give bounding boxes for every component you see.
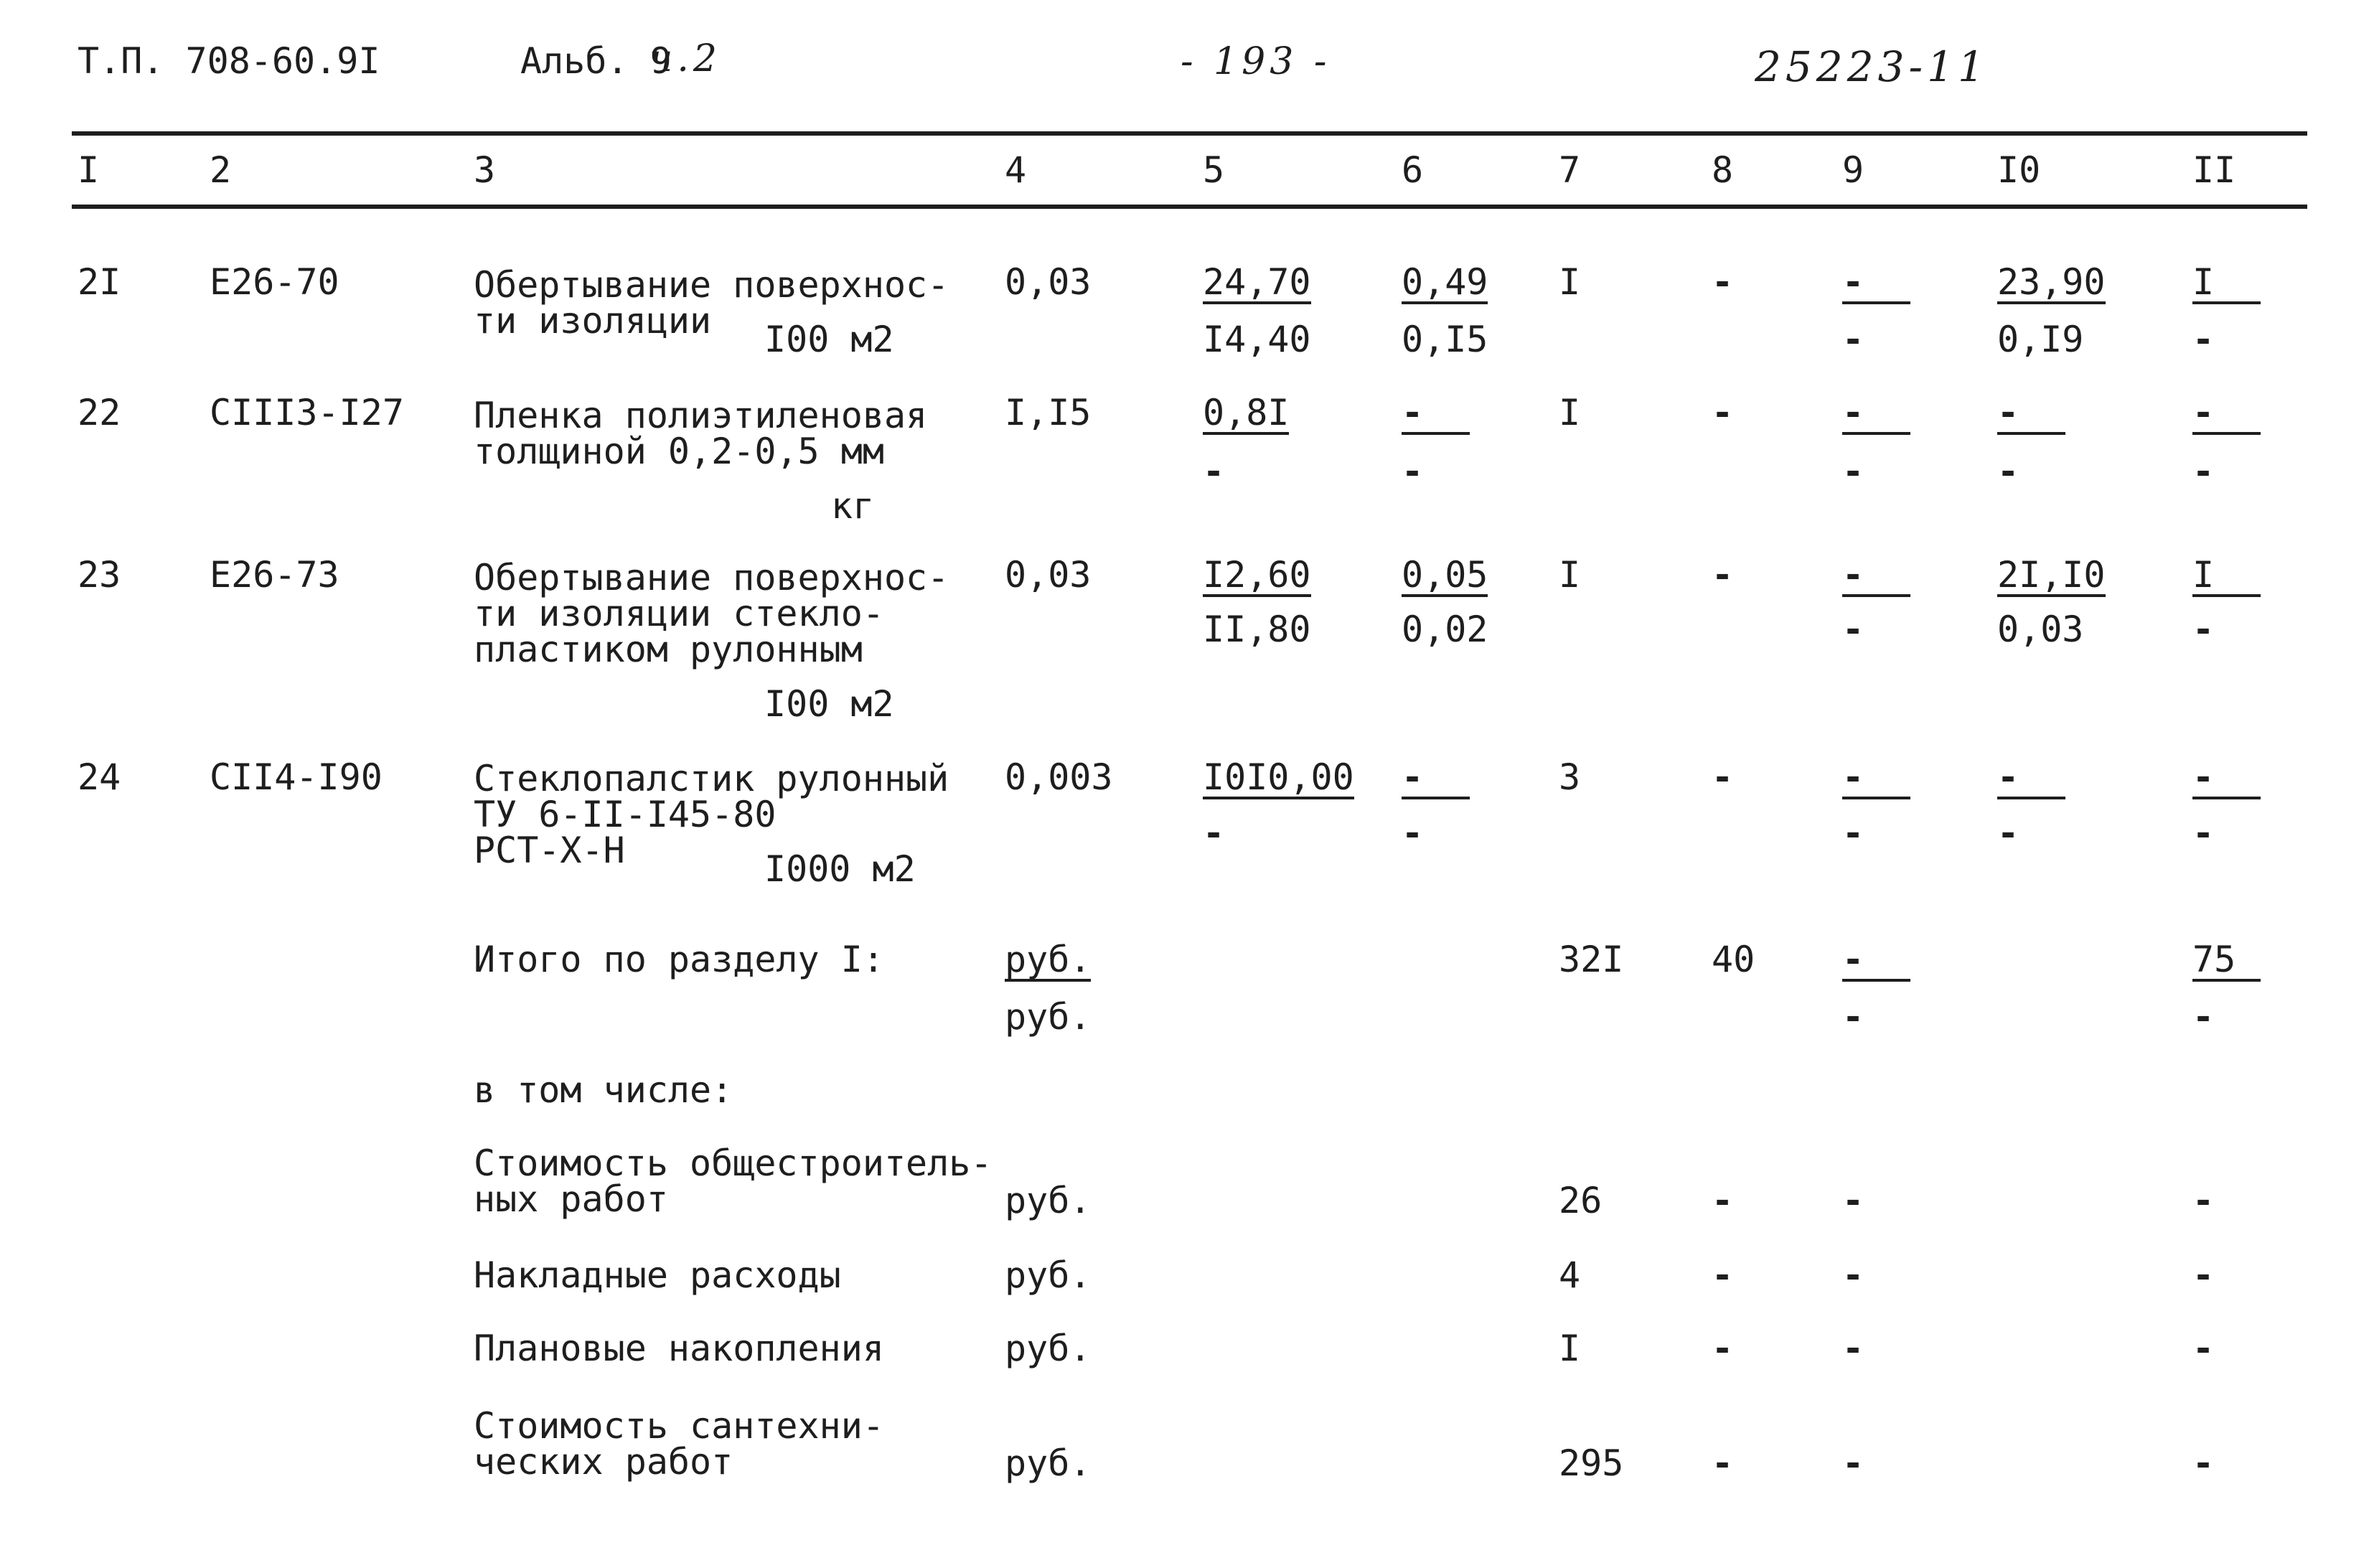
work-description: Обертывание поверхнос- xyxy=(474,557,949,598)
quantity: 0,003 xyxy=(1005,756,1113,798)
cost-value: I4,40 xyxy=(1203,319,1311,360)
total-value: 75 xyxy=(2192,942,2261,982)
item-unit: руб. xyxy=(1005,1328,1092,1369)
header-top-rule xyxy=(72,131,2307,136)
work-description: ТУ 6-II-I45-80 xyxy=(474,794,777,835)
cost-value: - xyxy=(2192,759,2261,799)
cost-value: - xyxy=(1997,451,2019,492)
column-header: I xyxy=(78,149,100,191)
total-value: 40 xyxy=(1712,939,1755,980)
total-value: - xyxy=(2192,996,2215,1038)
item-value: - xyxy=(2192,1254,2215,1296)
cost-value: - xyxy=(1402,451,1424,492)
item-value: - xyxy=(1712,1254,1734,1296)
including-label: в том числе: xyxy=(474,1069,733,1111)
item-value: - xyxy=(1712,1328,1734,1369)
header-bottom-rule xyxy=(72,205,2307,209)
cost-value: - xyxy=(1842,812,1864,854)
rate-code: Е26-73 xyxy=(210,554,339,596)
column-header: 7 xyxy=(1559,149,1581,191)
cost-value: 3 xyxy=(1559,756,1581,798)
column-header: 3 xyxy=(474,149,496,191)
unit-of-measure: I000 м2 xyxy=(764,848,916,890)
total-label: Итого по разделу I: xyxy=(474,939,884,980)
cost-value: I xyxy=(2192,264,2261,304)
cost-value: I0I0,00 xyxy=(1203,756,1354,798)
item-value: 26 xyxy=(1559,1180,1603,1221)
cost-value: - xyxy=(2192,812,2215,854)
column-header: 6 xyxy=(1402,149,1424,191)
column-header: 8 xyxy=(1712,149,1734,191)
cost-value: 24,70 xyxy=(1203,261,1311,303)
cost-value: - xyxy=(1402,395,1470,435)
unit-of-measure: I00 м2 xyxy=(764,319,894,360)
cost-value: I2,60 xyxy=(1203,554,1311,596)
item-unit: руб. xyxy=(1005,1442,1092,1484)
cost-value: - xyxy=(1712,756,1734,798)
work-description: РСТ-Х-Н xyxy=(474,830,625,871)
cost-value: - xyxy=(1712,261,1734,303)
quantity: I,I5 xyxy=(1005,392,1092,433)
work-description: пластиком рулонным xyxy=(474,629,863,670)
cost-value: - xyxy=(1712,554,1734,596)
column-header: 9 xyxy=(1842,149,1864,191)
cost-value: 0,49 xyxy=(1402,261,1488,303)
cost-value: 23,90 xyxy=(1997,261,2106,303)
cost-value: I xyxy=(1559,261,1581,303)
item-value: - xyxy=(2192,1442,2215,1484)
item-label: Стоимость сантехни- xyxy=(474,1405,884,1447)
album-label: Альб. 9 xyxy=(520,40,672,82)
item-label: Накладные расходы xyxy=(474,1254,841,1296)
item-value: - xyxy=(1842,1180,1864,1221)
column-header: 2 xyxy=(210,149,232,191)
item-value: - xyxy=(1842,1254,1864,1296)
item-value: 295 xyxy=(1559,1442,1624,1484)
cost-value: 2I,I0 xyxy=(1997,554,2106,596)
cost-value: 0,I5 xyxy=(1402,319,1488,360)
item-label: Стоимость общестроитель- xyxy=(474,1142,993,1184)
project-number: Т.П. 708-60.9I xyxy=(78,40,380,82)
cost-value: - xyxy=(1842,557,1910,597)
unit-of-measure: кг xyxy=(831,485,875,527)
row-number: 22 xyxy=(78,392,121,433)
cost-value: - xyxy=(1842,264,1910,304)
cost-value: - xyxy=(1842,395,1910,435)
cost-value: 0,03 xyxy=(1997,609,2084,650)
unit-of-measure: I00 м2 xyxy=(764,683,894,725)
item-value: - xyxy=(1842,1442,1864,1484)
cost-value: - xyxy=(1712,392,1734,433)
cost-value: - xyxy=(1203,812,1225,854)
work-description: толщиной 0,2-0,5 мм xyxy=(474,431,884,472)
item-value: I xyxy=(1559,1328,1581,1369)
cost-value: 0,I9 xyxy=(1997,319,2084,360)
cost-value: - xyxy=(1842,759,1910,799)
cost-value: - xyxy=(1997,812,2019,854)
item-label: ческих работ xyxy=(474,1441,733,1483)
cost-value: - xyxy=(1842,609,1864,650)
total-value: - xyxy=(1842,996,1864,1038)
cost-value: II,80 xyxy=(1203,609,1311,650)
row-number: 23 xyxy=(78,554,121,596)
work-description: ти изоляции стекло- xyxy=(474,593,884,634)
album-part-handwritten: ч.2 xyxy=(649,37,721,80)
work-description: ти изоляции xyxy=(474,300,712,342)
row-number: 24 xyxy=(78,756,121,798)
cost-value: - xyxy=(1842,451,1864,492)
total-unit: руб. xyxy=(1005,996,1092,1038)
sheet-code-handwritten: 25223-11 xyxy=(1755,42,1989,91)
cost-value: - xyxy=(2192,451,2215,492)
work-description: Обертывание поверхнос- xyxy=(474,264,949,306)
column-header: I0 xyxy=(1997,149,2041,191)
total-unit: руб. xyxy=(1005,939,1092,980)
cost-value: - xyxy=(1842,319,1864,360)
column-header: 4 xyxy=(1005,149,1027,191)
item-value: - xyxy=(1712,1442,1734,1484)
cost-value: I xyxy=(2192,557,2261,597)
item-value: - xyxy=(1842,1328,1864,1369)
item-label: ных работ xyxy=(474,1178,668,1220)
cost-value: - xyxy=(1997,395,2065,435)
item-unit: руб. xyxy=(1005,1180,1092,1221)
item-unit: руб. xyxy=(1005,1254,1092,1296)
cost-value: - xyxy=(2192,609,2215,650)
item-value: - xyxy=(1712,1180,1734,1221)
work-description: Стеклопалстик рулонный xyxy=(474,758,949,799)
cost-value: 0,8I xyxy=(1203,392,1290,433)
cost-value: - xyxy=(1402,759,1470,799)
rate-code: СII4-I90 xyxy=(210,756,383,798)
cost-value: - xyxy=(2192,395,2261,435)
row-number: 2I xyxy=(78,261,121,303)
item-value: 4 xyxy=(1559,1254,1581,1296)
rate-code: СIII3-I27 xyxy=(210,392,404,433)
item-value: - xyxy=(2192,1180,2215,1221)
quantity: 0,03 xyxy=(1005,261,1092,303)
column-header: II xyxy=(2192,149,2236,191)
cost-value: 0,02 xyxy=(1402,609,1488,650)
cost-value: - xyxy=(1402,812,1424,854)
item-value: - xyxy=(2192,1328,2215,1369)
page-number-handwritten: - 193 - xyxy=(1181,40,1331,83)
cost-value: 0,05 xyxy=(1402,554,1488,596)
cost-value: I xyxy=(1559,554,1581,596)
cost-value: - xyxy=(1203,451,1225,492)
cost-value: - xyxy=(1997,759,2065,799)
quantity: 0,03 xyxy=(1005,554,1092,596)
total-value: - xyxy=(1842,942,1910,982)
work-description: Пленка полиэтиленовая xyxy=(474,395,928,436)
item-label: Плановые накопления xyxy=(474,1328,884,1369)
cost-value: I xyxy=(1559,392,1581,433)
total-value: 32I xyxy=(1559,939,1624,980)
column-header: 5 xyxy=(1203,149,1225,191)
rate-code: Е26-70 xyxy=(210,261,339,303)
cost-value: - xyxy=(2192,319,2215,360)
